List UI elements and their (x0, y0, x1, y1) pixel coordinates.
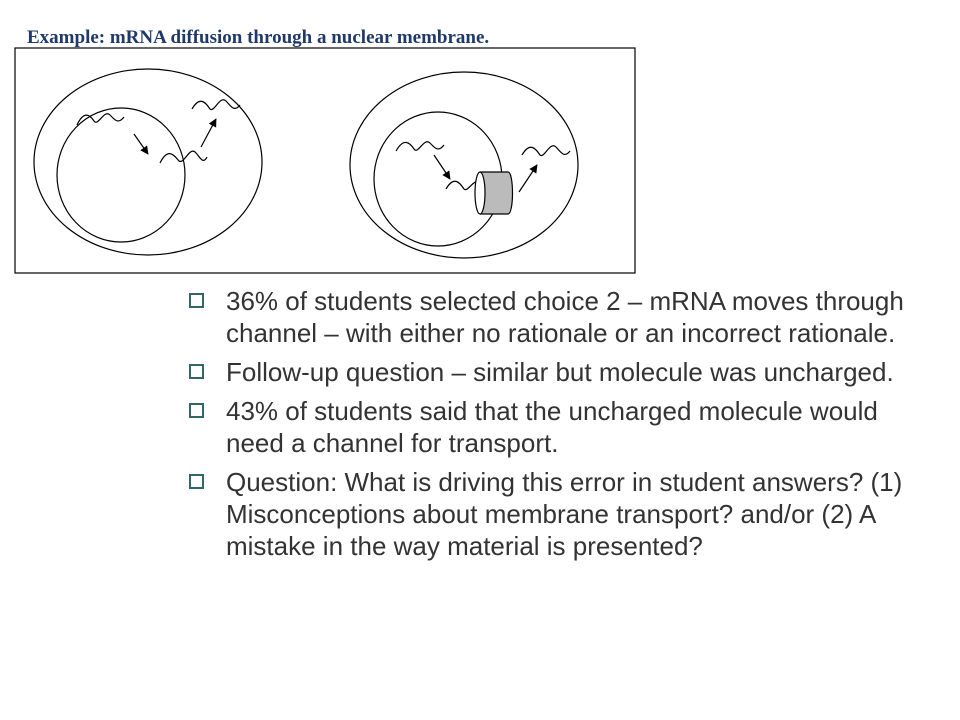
square-bullet-icon (189, 474, 204, 489)
bullet-text: Follow-up question – similar but molecule was uncharged. (226, 357, 894, 387)
bullet-item (186, 285, 926, 349)
diagram-frame (15, 48, 635, 273)
bullet-list (186, 285, 926, 569)
bullet-item (186, 466, 926, 562)
square-bullet-icon (189, 403, 204, 418)
square-bullet-icon (189, 293, 204, 308)
membrane-diagram (14, 47, 636, 274)
bullet-item (186, 395, 926, 459)
square-bullet-icon (189, 364, 204, 379)
membrane-channel (475, 172, 513, 214)
bullet-item (186, 356, 926, 388)
bullet-text: 36% of students selected choice 2 – mRNA moves through channel – with either no rationale or an incorrect rationale. (226, 286, 904, 348)
bullet-text: 43% of students said that the uncharged molecule would need a channel for transport. (226, 396, 878, 458)
bullet-text: Question: What is driving this error in student answers? (1) Misconceptions about membrane transport? and/or (2) A mistake in the way material is presented? (226, 467, 903, 561)
diagram-caption: Example: mRNA diffusion through a nuclear membrane. (27, 27, 490, 48)
